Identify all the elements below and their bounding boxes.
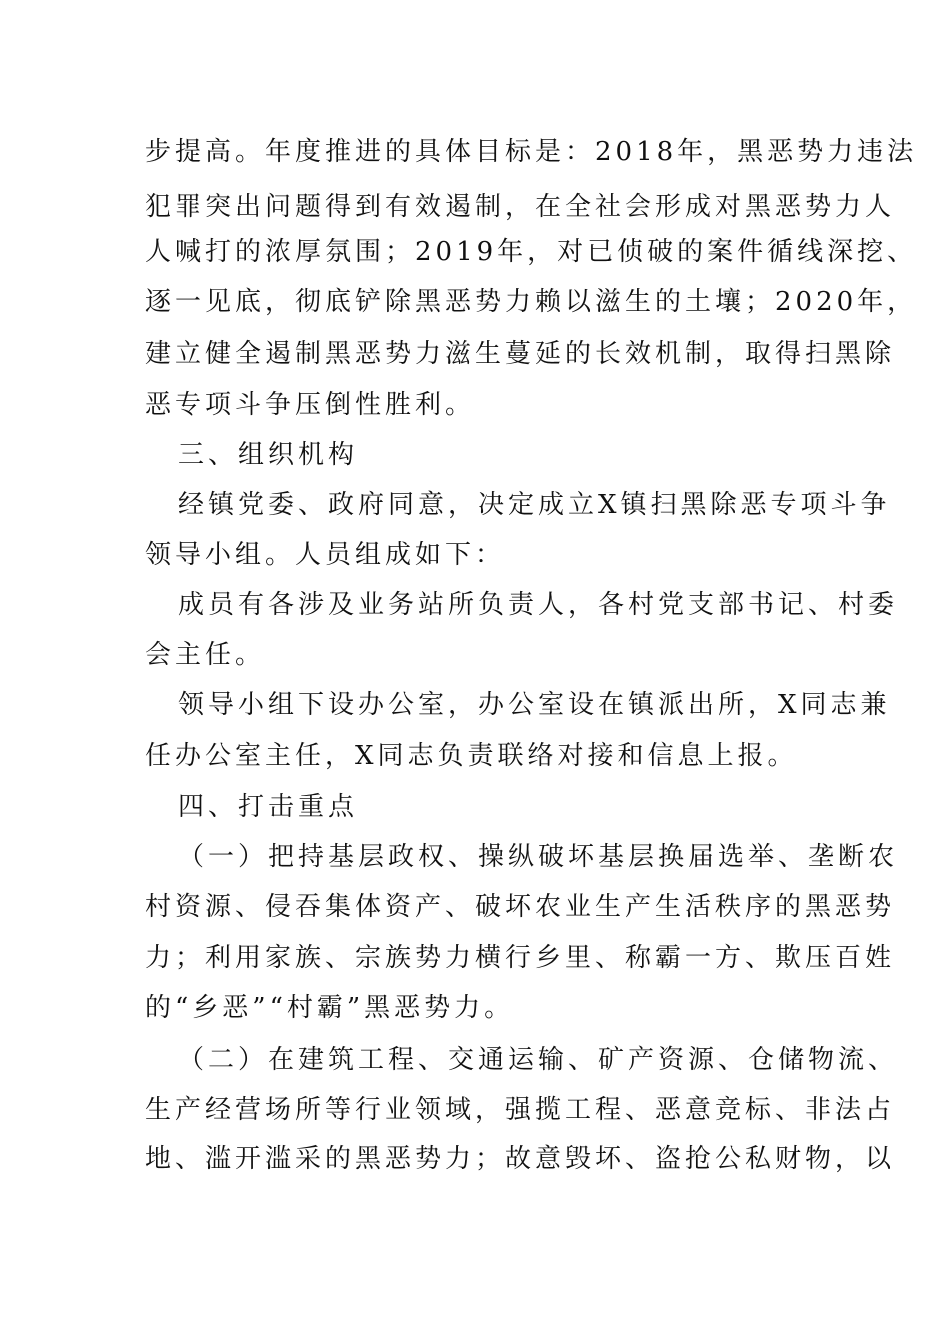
text-line: 力；利用家族、宗族势力横行乡里、称霸一方、欺压百姓 [145,943,896,973]
text-line: 逐一见底，彻底铲除黑恶势力赖以滋生的土壤；2020年， [145,287,918,317]
text-line: 任办公室主任，X同志负责联络对接和信息上报。 [145,741,798,771]
text-line: 步提高。年度推进的具体目标是：2018年，黑恶势力违法 [145,137,918,167]
text-line: 的“乡恶”“村霸”黑恶势力。 [145,993,515,1023]
text-line: 建立健全遏制黑恶势力滋生蔓延的长效机制，取得扫黑除 [145,339,896,369]
text-line: 生产经营场所等行业领域，强揽工程、恶意竞标、非法占 [145,1095,896,1125]
text-line: 地、滥开滥采的黑恶势力；故意毁坏、盗抢公私财物，以 [145,1144,896,1174]
text-line: 会主任。 [145,640,266,670]
text-line: 村资源、侵吞集体资产、破坏农业生产生活秩序的黑恶势 [145,892,896,922]
text-line: 领导小组。人员组成如下： [145,540,506,570]
text-line: 领导小组下设办公室，办公室设在镇派出所，X同志兼 [178,690,891,720]
section-heading: 四、打击重点 [178,792,359,822]
text-line: 成员有各涉及业务站所负责人，各村党支部书记、村委 [178,590,899,620]
text-line: 恶专项斗争压倒性胜利。 [145,390,476,420]
text-line: （一）把持基层政权、操纵破坏基层换届选举、垄断农 [178,842,899,872]
text-line: 人喊打的浓厚氛围；2019年，对已侦破的案件循线深挖、 [145,237,918,267]
text-line: 犯罪突出问题得到有效遏制，在全社会形成对黑恶势力人 [145,192,896,222]
text-line: （二）在建筑工程、交通运输、矿产资源、仓储物流、 [178,1045,899,1075]
text-line: 经镇党委、政府同意，决定成立X镇扫黑除恶专项斗争 [178,490,891,520]
section-heading: 三、组织机构 [178,440,359,470]
